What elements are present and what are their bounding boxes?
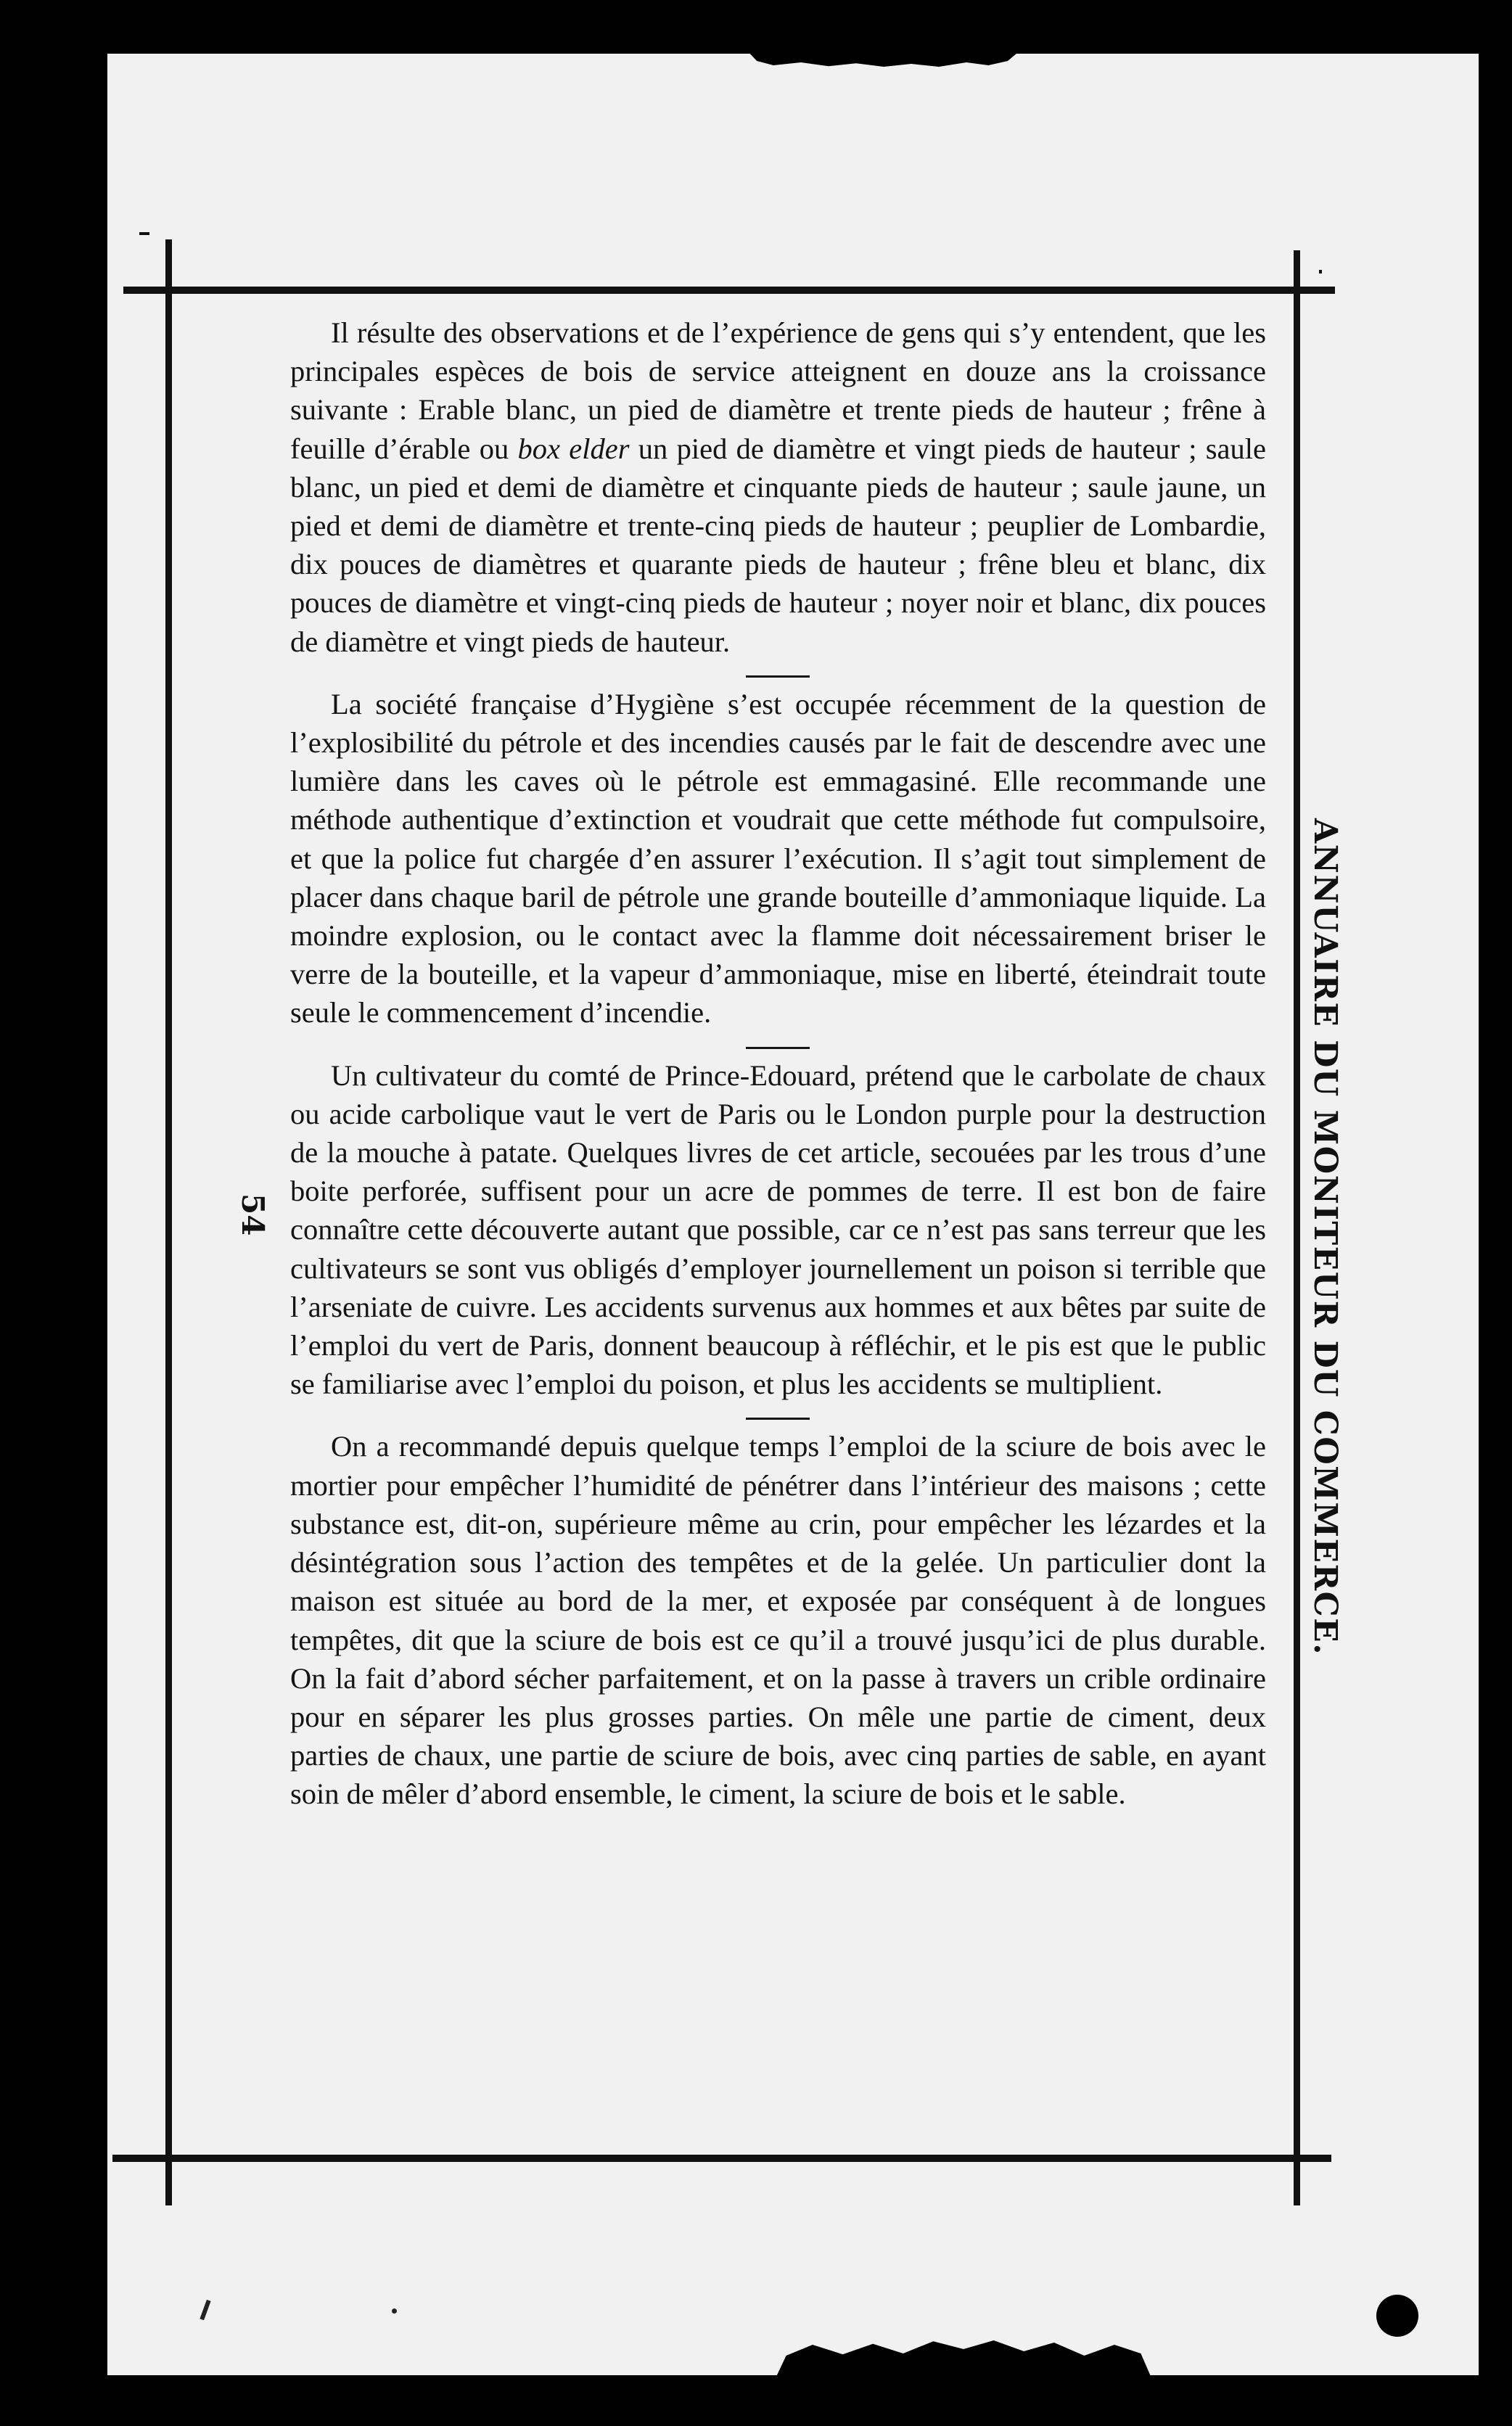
paragraph-wood-growth xyxy=(290,313,1266,661)
paragraph-carbolate: Un cultivateur du comté de Prince-Edouard, prétend que le carbolate de chaux ou acide carbolique vaut le vert de Paris ou le London purple pour la destruction de la mouche à patate. Quelques livres de cet article, secouées par les trous d’une boite perforée, suffisent pour un acre de pommes de terre. Il est bon de faire connaître cette découverte autant que possible, car ce n’est pas sans terreur que les cultivateurs se sont vus obligés d’employer journellement un poison si terrible que l’arseniate de cuivre. Les accidents survenus aux hommes et aux bêtes par suite de l’emploi du vert de Paris, donnent beaucoup à réfléchir, et le pis est que le public se familiarise avec l’emploi du poison, et plus les accidents se multiplient. xyxy=(290,1058,1266,1401)
punch-hole xyxy=(1376,2295,1418,2337)
paragraph-wood-growth-start: Il résulte des observations et de l’expérience de gens qui s’y entendent, que les principales espèces de bois de service atteignent en douze ans la croissance suivante : Erable blanc, un pied de diamètre et trente pieds de hauteur ; frêne à feuille d’érable ou xyxy=(290,316,1266,465)
right-rule-tick xyxy=(1319,270,1322,274)
scan-mark xyxy=(392,2308,397,2314)
left-rule xyxy=(165,239,172,2205)
running-header-vertical: ANNUAIRE DU MONITEUR DU COMMERCE. xyxy=(1307,818,1344,1656)
top-rule xyxy=(123,287,1335,294)
section-separator xyxy=(746,1047,810,1049)
bottom-rule xyxy=(112,2155,1331,2162)
paragraph-wood-growth-end: un pied de diamètre et vingt pieds de hauteur ; saule blanc, un pied et demi de diamètre et cinquante pieds de hauteur ; saule jaune, un pied et demi de diamètre et trente-cinq pieds de hauteur ; peuplier de Lombardie, dix pouces de diamètres et quarante pieds de hauteur ; frêne bleu et blanc, dix pouces de diamètre et vingt-cinq pieds de hauteur ; noyer noir et blanc, dix pouces de diamètre et vingt pieds de hauteur. xyxy=(290,432,1266,658)
section-separator xyxy=(746,675,810,678)
italic-term: box elder xyxy=(517,432,630,465)
paragraph-petroleum: La société française d’Hygiène s’est occupée récemment de la question de l’explosibilité du pétrole et des incendies causés par le fait de descendre avec une lumière dans les caves où le pétrole est emmagasiné. Elle recommande une méthode authentique d’extinction et voudrait que cette méthode fut compulsoire, et que la police fut chargée d’en assurer l’exécution. Il s’agit tout simplement de placer dans chaque baril de pétrole une grande bouteille d’ammoniaque liquide. La moindre explosion, ou le contact avec la flamme doit nécessairement briser le verre de la bouteille, et la vapeur d’ammoniaque, mise en liberté, éteindrait toute seule le commencement d’incendie. xyxy=(290,687,1266,1029)
page-number: 54 xyxy=(235,1193,271,1236)
section-separator xyxy=(746,1418,810,1420)
left-rule-tick xyxy=(139,232,149,235)
paragraph-sawdust-mortar: On a recommandé depuis quelque temps l’emploi de la sciure de bois avec le mortier pour empêcher l’humidité de pénétrer dans l’intérieur des maisons ; cette substance est, dit-on, supérieure même au crin, pour empêcher les lézardes et la désintégration sous l’action des tempêtes et de la gelée. Un particulier dont la maison est située au bord de la mer, et exposée par conséquent à de longues tempêtes, dit que la sciure de bois est ce qu’il a trouvé jusqu’ici de plus durable. On la fait d’abord sécher parfaitement, et on la passe à travers un crible ordinaire pour en séparer les plus grosses parties. On mêle une partie de ciment, deux parties de chaux, une partie de sciure de bois, avec cinq parties de sable, en ayant soin de mêler d’abord ensemble, le ciment, la sciure de bois et le sable. xyxy=(290,1430,1266,1811)
article-body xyxy=(290,313,1266,1814)
